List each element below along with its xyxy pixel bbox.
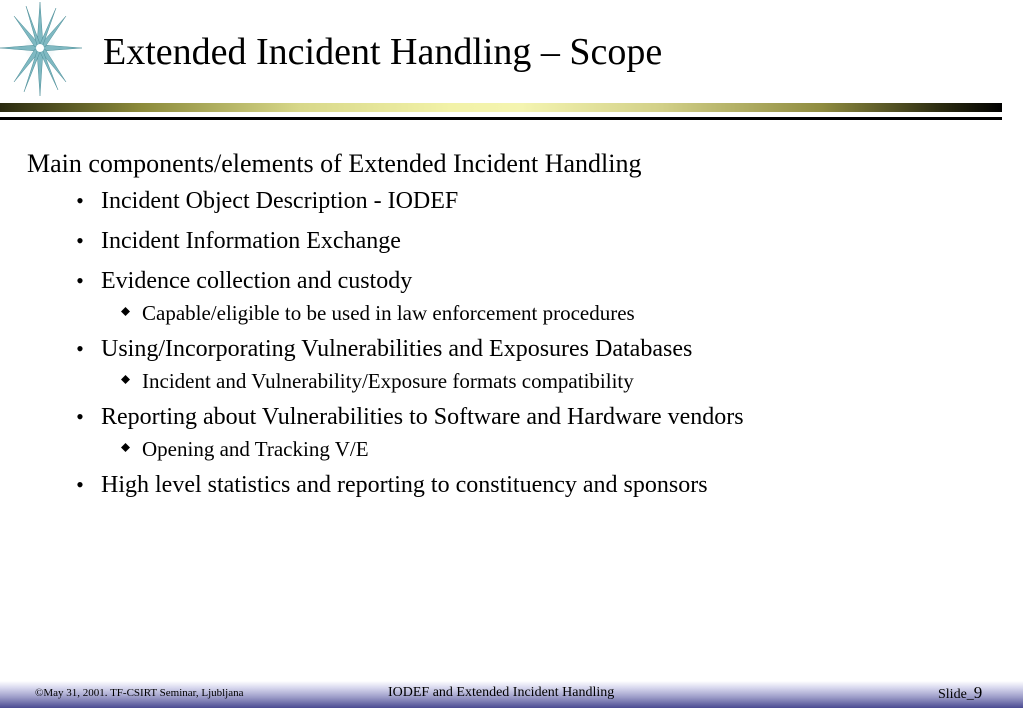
slide-title: Extended Incident Handling – Scope xyxy=(103,31,663,73)
sub-list-item xyxy=(121,300,987,326)
list-item-text: Incident Information Exchange xyxy=(101,228,401,254)
list-item xyxy=(73,186,987,216)
lead-text: Main components/elements of Extended Incident Handling xyxy=(27,149,642,178)
dot-bullet-icon: • xyxy=(76,268,84,293)
list-item xyxy=(73,402,987,462)
diamond-bullet-icon xyxy=(121,443,130,452)
list-item xyxy=(73,226,987,256)
title-rule-line xyxy=(0,117,1002,120)
dot-bullet-icon: • xyxy=(76,188,84,213)
diamond-bullet-icon xyxy=(121,307,130,316)
footer-copyright: ©May 31, 2001. TF-CSIRT Seminar, Ljubljana xyxy=(35,687,244,699)
slide-number-value: 9 xyxy=(973,683,983,702)
list-item xyxy=(73,266,987,326)
dot-bullet-icon: • xyxy=(76,472,84,497)
slide-number xyxy=(938,683,982,703)
starburst-logo-icon xyxy=(0,0,82,100)
list-item xyxy=(73,470,987,500)
slide-body xyxy=(27,148,987,510)
title-rule-gradient xyxy=(0,103,1002,112)
sub-list-item-text: Opening and Tracking V/E xyxy=(142,437,369,461)
list-item-text: Evidence collection and custody xyxy=(101,268,413,294)
dot-bullet-icon: • xyxy=(76,336,84,361)
list-item-text: Using/Incorporating Vulnerabilities and Exposures Databases xyxy=(101,336,693,362)
list-item-text: Reporting about Vulnerabilities to Software and Hardware vendors xyxy=(101,404,744,430)
list-item xyxy=(73,334,987,394)
sub-list xyxy=(101,300,987,326)
sub-list-item-text: Incident and Vulnerability/Exposure formats compatibility xyxy=(142,369,634,393)
dot-bullet-icon: • xyxy=(76,228,84,253)
sub-list xyxy=(101,368,987,394)
sub-list-item xyxy=(121,436,987,462)
footer-title: IODEF and Extended Incident Handling xyxy=(388,685,615,700)
slide-number-label: Slide_ xyxy=(938,687,974,702)
sub-list-item-text: Capable/eligible to be used in law enforcement procedures xyxy=(142,301,635,325)
sub-list xyxy=(101,436,987,462)
bullet-list xyxy=(27,186,987,500)
diamond-bullet-icon xyxy=(121,375,130,384)
list-item-text: High level statistics and reporting to constituency and sponsors xyxy=(101,472,708,498)
dot-bullet-icon: • xyxy=(76,404,84,429)
slide-footer xyxy=(0,681,1023,708)
sub-list-item xyxy=(121,368,987,394)
list-item-text: Incident Object Description - IODEF xyxy=(101,188,459,214)
